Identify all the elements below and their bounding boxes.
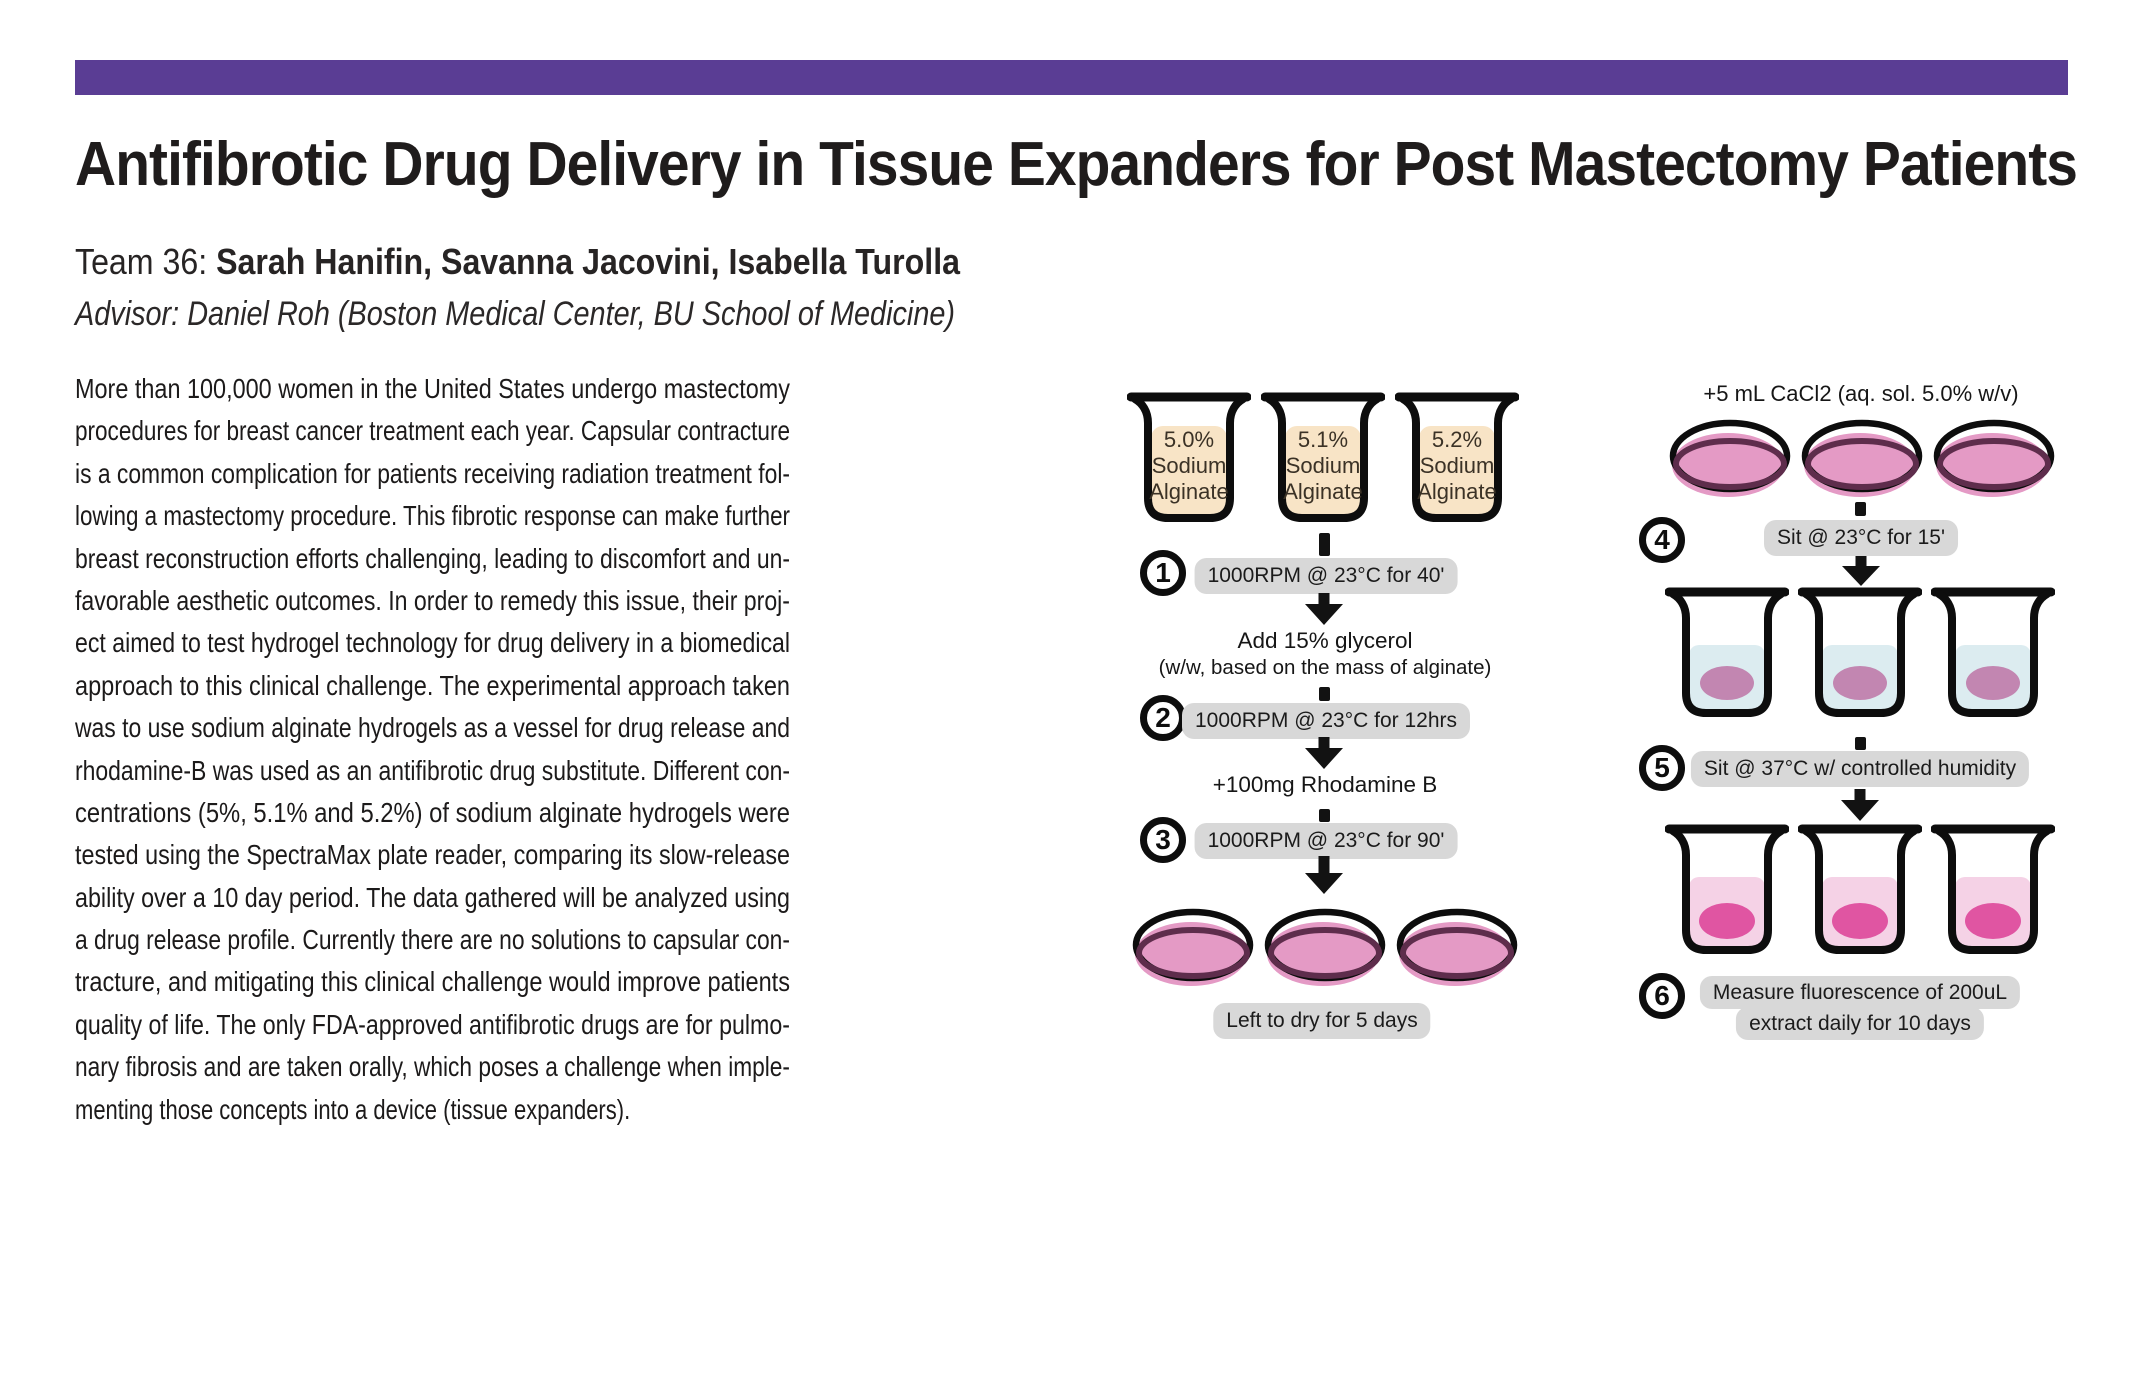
abstract-line: is a common complication for patients receiving radiation treatment fol-	[75, 457, 790, 489]
abstract-line: nary fibrosis and are taken orally, which poses a challenge when imple-	[75, 1051, 790, 1083]
cacl2-label: +5 mL CaCl2 (aq. sol. 5.0% w/v)	[1703, 381, 2019, 406]
release-beaker-icon	[1931, 822, 2055, 960]
team-prefix: Team 36:	[75, 241, 217, 282]
flow-line-segment	[1855, 502, 1866, 516]
beaker-label-line: 5.2%	[1431, 427, 1483, 452]
page-title-text: Antifibrotic Drug Delivery in Tissue Expanders for Post Mastectomy Patients	[75, 130, 2077, 199]
step-circle-6: 6	[1639, 973, 1685, 1019]
petri-dish-icon	[1395, 902, 1519, 988]
petri-dish-icon	[1263, 902, 1387, 988]
flow-line-segment	[1319, 809, 1330, 822]
step-label-6: Measure fluorescence of 200uL extract daily for 10 days	[1860, 978, 2134, 1040]
abstract-line: menting those concepts into a device (tissue expanders).	[75, 1093, 631, 1125]
down-arrow-icon	[1304, 856, 1344, 894]
petri-dish-icon	[1800, 413, 1924, 499]
abstract-line: a drug release profile. Currently there are no solutions to capsular con-	[75, 924, 790, 956]
beaker-label-line: Alginate	[1149, 479, 1229, 504]
abstract-paragraph	[75, 368, 835, 1131]
abstract-line: ability over a 10 day period. The data gathered will be analyzed using	[75, 881, 790, 913]
step-circle-3: 3	[1140, 817, 1186, 863]
rhodamine-note: +100mg Rhodamine B	[1212, 772, 1438, 797]
abstract-line: procedures for breast cancer treatment each year. Capsular contracture	[75, 415, 790, 447]
advisor-line-text: Advisor: Daniel Roh (Boston Medical Center, BU School of Medicine)	[75, 295, 955, 333]
abstract-line: More than 100,000 women in the United States undergo mastectomy	[75, 373, 790, 404]
header-accent-bar	[75, 60, 2068, 95]
abstract-line: quality of life. The only FDA-approved antifibrotic drugs are for pulmo-	[75, 1008, 790, 1040]
team-names: Sarah Hanifin, Savanna Jacovini, Isabella Turolla	[216, 241, 960, 282]
crosslink-beaker-icon	[1665, 585, 1789, 723]
down-arrow-icon	[1841, 556, 1881, 586]
flow-line-segment	[1855, 737, 1866, 750]
alginate-beaker-icon	[1261, 390, 1385, 528]
down-arrow-icon	[1304, 593, 1344, 625]
advisor-line	[75, 296, 1112, 333]
release-beaker-icon	[1798, 822, 1922, 960]
abstract-line: lowing a mastectomy procedure. This fibrotic response can make further	[75, 500, 790, 532]
crosslink-beaker-icon	[1798, 585, 1922, 723]
beaker-label-line: 5.1%	[1297, 427, 1349, 452]
petri-dish-icon	[1131, 902, 1255, 988]
flow-line-segment	[1319, 687, 1330, 701]
alginate-beaker-icon	[1395, 390, 1519, 528]
alginate-beaker-icon	[1127, 390, 1251, 528]
abstract-line: tracture, and mitigating this clinical challenge would improve patients	[75, 966, 790, 998]
abstract-line: tested using the SpectraMax plate reader, comparing its slow-release	[75, 839, 790, 871]
step-label-4: Sit @ 23°C for 15'	[1861, 520, 2055, 556]
step-label-3: 1000RPM @ 23°C for 90'	[1326, 823, 1589, 859]
step-circle-5: 5	[1639, 745, 1685, 791]
step-label-5: Sit @ 37°C w/ controlled humidity	[1860, 751, 2134, 787]
petri-dish-icon	[1932, 413, 2056, 499]
page-title	[75, 130, 2134, 199]
beaker-label-line: Sodium	[1419, 453, 1495, 478]
step-circle-1: 1	[1140, 550, 1186, 596]
crosslink-beaker-icon	[1931, 585, 2055, 723]
beaker-label-line: Sodium	[1285, 453, 1361, 478]
abstract-line: centrations (5%, 5.1% and 5.2%) of sodium alginate hydrogels were	[75, 796, 790, 828]
beaker-label-line: Alginate	[1417, 479, 1497, 504]
abstract-line: rhodamine-B was used as an antifibrotic drug substitute. Different con-	[75, 754, 790, 786]
step-circle-2: 2	[1140, 695, 1186, 741]
glycerol-note: Add 15% glycerol (w/w, based on the mass of alginate)	[1158, 628, 1492, 679]
abstract-line: was to use sodium alginate hydrogels as a vessel for drug release and	[75, 712, 790, 744]
step-circle-4: 4	[1639, 517, 1685, 563]
abstract-line: breast reconstruction efforts challenging, leading to discomfort and un-	[75, 542, 790, 574]
flow-line-segment	[1319, 533, 1330, 556]
beaker-label-line: Sodium	[1151, 453, 1227, 478]
dry-label: Left to dry for 5 days	[1322, 1003, 1539, 1039]
down-arrow-icon	[1304, 737, 1344, 769]
step-label-2: 1000RPM @ 23°C for 12hrs	[1326, 703, 1614, 739]
abstract-line: ect aimed to test hydrogel technology for drug delivery in a biomedical	[75, 627, 790, 659]
down-arrow-icon	[1840, 789, 1880, 821]
beaker-label-line: Alginate	[1283, 479, 1363, 504]
team-line-text	[75, 242, 960, 282]
petri-dish-icon	[1668, 413, 1792, 499]
beaker-label-line: 5.0%	[1163, 427, 1215, 452]
abstract-line: favorable aesthetic outcomes. In order to remedy this issue, their proj-	[75, 584, 790, 616]
release-beaker-icon	[1665, 822, 1789, 960]
step-label-1: 1000RPM @ 23°C for 40'	[1326, 558, 1589, 594]
abstract-line: approach to this clinical challenge. The experimental approach taken	[75, 669, 790, 701]
team-line	[75, 242, 1067, 282]
